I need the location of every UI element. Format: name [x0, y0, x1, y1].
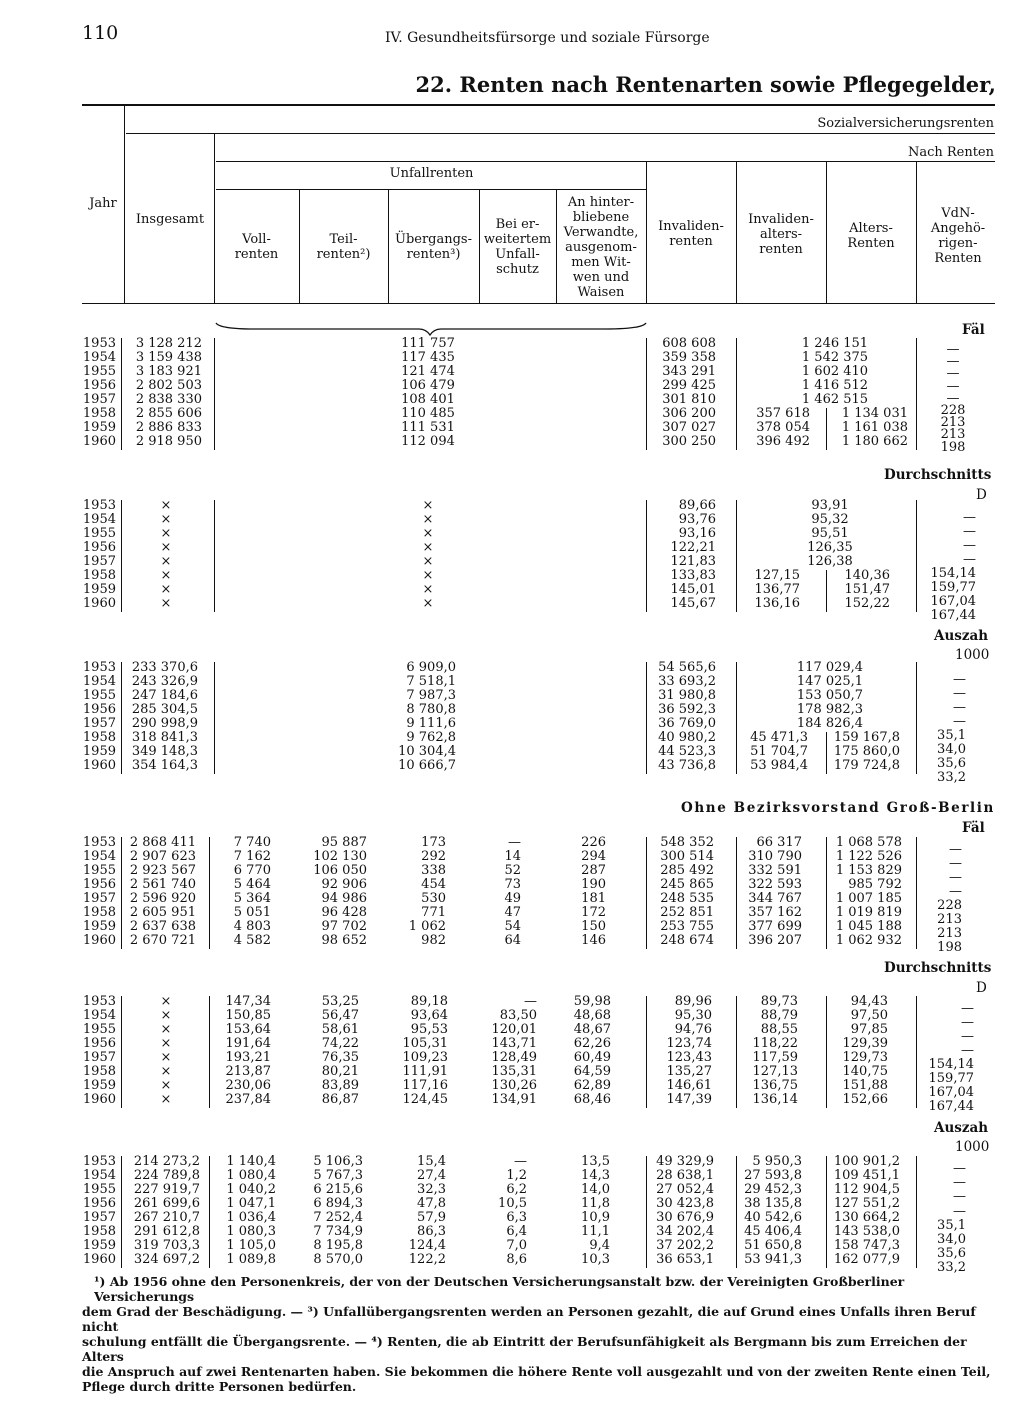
header-unfallrenten: Unfallrenten	[389, 166, 474, 181]
col-insgesamt: 3 128 212 3 159 438 3 183 921 2 802 503 2 838 330 2 855 606 2 886 833 2 918 950	[135, 336, 202, 449]
header-rule-unfall	[216, 189, 647, 190]
col-vollrenten: 147,34 150,85 153,64 191,64 193,21 213,87 230,06 237,84	[225, 994, 271, 1107]
block-divider	[209, 837, 210, 949]
col-unfallrenten: × × × × × × × ×	[422, 498, 434, 611]
footnote-line: schulung entfällt die Übergangsrente. — ⁴) Renten, die ab Eintritt der Berufsunfähigkeit als Bergmann bis zum Erreichen der Alters	[82, 1334, 967, 1364]
block-divider	[121, 996, 122, 1108]
col-invalidenrenten: 548 352 300 514 285 492 245 865 248 535 252 851 253 755 248 674	[660, 835, 714, 948]
col-altersrenten: 1 134 031 1 161 038 1 180 662	[841, 406, 908, 449]
header-nach-renten: Nach Renten	[907, 145, 994, 160]
header-divider	[214, 133, 215, 303]
block-divider	[826, 1156, 827, 1268]
col-vdn: — — — — 154,14 159,77 167,04 167,44	[928, 1001, 974, 1114]
block-divider	[121, 662, 122, 774]
col-inv-alters-combined: 117 029,4 147 025,1 153 050,7 178 982,3 184 826,4	[796, 660, 864, 731]
section-label-d: D	[976, 487, 987, 503]
col-invalidenaltersrenten: 89,73 88,79 88,55 118,22 117,59 127,13 136,75 136,14	[752, 994, 798, 1107]
table-title: 22. Renten nach Rentenarten sowie Pflegegelder,	[415, 72, 996, 97]
header-sozialversicherungsrenten: Sozialversicherungsrenten	[817, 116, 994, 131]
col-invalidenaltersrenten: 66 317 310 790 332 591 322 593 344 767 357 162 377 699 396 207	[748, 835, 802, 948]
col-invalidenrenten: 54 565,6 33 693,2 31 980,8 36 592,3 36 769,0 40 980,2 44 523,3 43 736,8	[658, 660, 716, 773]
year-column: 1953 1954 1955 1956 1957 1958 1959 1960	[82, 498, 116, 611]
header-insgesamt: Insgesamt	[135, 212, 205, 227]
section-label-durchschnitt: Durchschnitts	[884, 960, 992, 976]
block-divider	[646, 338, 647, 450]
col-altersrenten: 1 068 578 1 122 526 1 153 829 985 792 1 007 185 1 019 819 1 045 188 1 062 932	[835, 835, 902, 948]
header-hinterbliebene: An hinter- bliebene Verwandte, ausgenom- men Wit- wen und Waisen	[563, 195, 639, 300]
block-divider	[646, 1156, 647, 1268]
year-column: 1953 1954 1955 1956 1957 1958 1959 1960	[82, 1154, 116, 1267]
col-erweiterter-schutz: — 1,2 6,2 10,5 6,3 6,4 7,0 8,6	[498, 1154, 527, 1267]
header-divider	[124, 104, 125, 303]
header-rule-nachrenten	[216, 161, 995, 162]
footnote-line: ¹) Ab 1956 ohne den Personenkreis, der von der Deutschen Versicherungsanstalt bzw. der Vereinigten Großberliner Versicherungs	[94, 1274, 905, 1304]
block-divider	[736, 996, 737, 1108]
header-uebergangsrenten: Übergangs- renten³)	[394, 232, 473, 262]
year-column: 1953 1954 1955 1956 1957 1958 1959 1960	[82, 994, 116, 1107]
col-inv-alters-combined: 93,91 95,32 95,51 126,35 126,38	[807, 498, 853, 569]
chapter-heading: IV. Gesundheitsfürsorge und soziale Fürsorge	[385, 30, 710, 46]
block-divider	[916, 996, 917, 1108]
col-invalidenaltersrenten: 5 950,3 27 593,8 29 452,3 38 135,8 40 542,6 45 406,4 51 650,8 53 941,3	[744, 1154, 802, 1267]
section-label-d: D	[976, 980, 987, 996]
col-hinterbliebene: 226 294 287 190 181 172 150 146	[581, 835, 606, 948]
header-erweiterter-schutz: Bei er- weitertem Unfall- schutz	[483, 217, 552, 277]
block-divider	[736, 1156, 737, 1268]
col-erweiterter-schutz: — 83,50 120,01 143,71 128,49 135,31 130,26 134,91	[491, 994, 537, 1107]
block-divider	[736, 837, 737, 949]
block-divider	[916, 338, 917, 450]
section-label-faelle: Fäl	[962, 322, 985, 338]
col-vdn: — — — — 228 213 213 198	[937, 842, 962, 955]
header-bottom-rule	[82, 303, 995, 304]
section-label-auszahlung: Auszah	[934, 628, 989, 644]
block-divider	[214, 500, 215, 612]
block-divider	[121, 837, 122, 949]
block-divider	[121, 338, 122, 450]
col-vdn: — — — — 154,14 159,77 167,04 167,44	[930, 510, 976, 623]
col-altersrenten: 159 167,8 175 860,0 179 724,8	[833, 730, 900, 773]
block-divider	[736, 338, 737, 450]
col-hinterbliebene: 13,5 14,3 14,0 11,8 10,9 11,1 9,4 10,3	[581, 1154, 610, 1267]
header-altersrenten: Alters- Renten	[847, 221, 895, 251]
footnote-line: die Anspruch auf zwei Rentenarten haben. Sie bekommen die höhere Rente voll ausgezahlt und von der zweiten Rente einen Teil,	[82, 1364, 991, 1379]
section-label-auszahlung: Auszah	[934, 1120, 989, 1136]
header-teilrenten: Teil- renten²)	[316, 232, 371, 262]
col-vdn: — — — — — 228 213 213 198	[940, 342, 966, 455]
col-teilrenten: 53,25 56,47 58,61 74,22 76,35 80,21 83,89 86,87	[321, 994, 359, 1107]
block-divider	[121, 1156, 122, 1268]
col-invalidenrenten: 49 329,9 28 638,1 27 052,4 30 423,8 30 676,9 34 202,4 37 202,2 36 653,1	[656, 1154, 714, 1267]
col-insgesamt: 214 273,2 224 789,8 227 919,7 261 699,6 267 210,7 291 612,8 319 703,3 324 697,2	[133, 1154, 200, 1267]
col-invalidenaltersrenten: 357 618 378 054 396 492	[756, 406, 810, 449]
col-vdn: — — — — 35,1 34,0 35,6 33,2	[937, 1161, 966, 1276]
block-divider	[736, 662, 737, 774]
header-invalidenrenten: Invaliden- renten	[658, 219, 724, 249]
footnotes	[82, 1274, 992, 1394]
col-teilrenten: 5 106,3 5 767,3 6 215,6 6 894,3 7 252,4 7 734,9 8 195,8 8 570,0	[313, 1154, 363, 1267]
block-divider	[826, 408, 827, 450]
block-divider	[121, 500, 122, 612]
col-hinterbliebene: 59,98 48,68 48,67 62,26 60,49 64,59 62,89 68,46	[573, 994, 611, 1107]
block-divider	[916, 1156, 917, 1268]
col-teilrenten: 95 887 102 130 106 050 92 906 94 986 96 428 97 702 98 652	[313, 835, 367, 948]
col-insgesamt: × × × × × × × ×	[160, 994, 172, 1107]
block-divider	[646, 996, 647, 1108]
col-invalidenrenten: 89,96 95,30 94,76 123,74 123,43 135,27 146,61 147,39	[666, 994, 712, 1107]
footnote-line: Pflege durch dritte Personen bedürfen.	[82, 1379, 357, 1394]
col-vdn: — — — — 35,1 34,0 35,6 33,2	[937, 672, 966, 785]
col-unfallrenten: 6 909,0 7 518,1 7 987,3 8 780,8 9 111,6 9 762,8 10 304,4 10 666,7	[398, 660, 456, 773]
block-divider	[826, 996, 827, 1108]
col-altersrenten: 100 901,2 109 451,1 112 904,5 127 551,2 130 664,2 143 538,0 158 747,3 162 077,9	[833, 1154, 900, 1267]
col-invalidenrenten: 608 608 359 358 343 291 299 425 301 810 306 200 307 027 300 250	[662, 336, 716, 449]
col-uebergangsrenten: 89,18 93,64 95,53 105,31 109,23 111,91 117,16 124,45	[402, 994, 448, 1107]
section-label-faelle: Fäl	[962, 820, 985, 836]
block-divider	[826, 837, 827, 949]
year-column: 1953 1954 1955 1956 1957 1958 1959 1960	[82, 835, 116, 948]
section-label-durchschnitt: Durchschnitts	[884, 467, 992, 483]
header-invalidenaltersrenten: Invaliden- alters- renten	[748, 212, 814, 257]
block-divider	[916, 662, 917, 774]
col-erweiterter-schutz: — 14 52 73 49 47 54 64	[504, 835, 521, 948]
col-unfallrenten: 111 757 117 435 121 474 106 479 108 401 110 485 111 531 112 094	[401, 336, 455, 449]
col-invalidenaltersrenten: 45 471,3 51 704,7 53 984,4	[750, 730, 808, 773]
year-column: 1953 1954 1955 1956 1957 1958 1959 1960	[82, 660, 116, 773]
page-number: 110	[82, 22, 119, 44]
block-divider	[646, 837, 647, 949]
col-vollrenten: 1 140,4 1 080,4 1 040,2 1 047,1 1 036,4 1 080,3 1 105,0 1 089,8	[226, 1154, 276, 1267]
col-altersrenten: 94,43 97,50 97,85 129,39 129,73 140,75 151,88 152,66	[842, 994, 888, 1107]
block-divider	[916, 837, 917, 949]
block-divider	[736, 500, 737, 612]
col-insgesamt: 233 370,6 243 326,9 247 184,6 285 304,5 290 998,9 318 841,3 349 148,3 354 164,3	[131, 660, 198, 773]
block-divider	[916, 500, 917, 612]
merge-brace	[214, 321, 648, 337]
col-insgesamt: × × × × × × × ×	[160, 498, 172, 611]
col-uebergangsrenten: 15,4 27,4 32,3 47,8 57,9 86,3 124,4 122,2	[408, 1154, 446, 1267]
col-invalidenrenten: 89,66 93,76 93,16 122,21 121,83 133,83 145,01 145,67	[670, 498, 716, 611]
section-label-ohne-berlin: Ohne Bezirksvorstand Groß-Berlin	[681, 800, 995, 816]
year-column: 1953 1954 1955 1956 1957 1958 1959 1960	[82, 336, 116, 449]
col-altersrenten: 140,36 151,47 152,22	[844, 568, 890, 611]
section-label-tausend: 1000	[955, 647, 990, 663]
header-rule-soz	[126, 133, 995, 134]
col-uebergangsrenten: 173 292 338 454 530 771 1 062 982	[408, 835, 446, 948]
block-divider	[646, 662, 647, 774]
block-divider	[826, 732, 827, 774]
section-label-tausend: 1000	[955, 1139, 990, 1155]
col-invalidenaltersrenten: 127,15 136,77 136,16	[754, 568, 800, 611]
block-divider	[209, 996, 210, 1108]
col-inv-alters-combined: 1 246 151 1 542 375 1 602 410 1 416 512 1 462 515	[801, 336, 869, 407]
col-vollrenten: 7 740 7 162 6 770 5 464 5 364 5 051 4 803 4 582	[233, 835, 271, 948]
footnote-line: dem Grad der Beschädigung. — ³) Unfallübergangsrenten werden an Personen gezahlt, die auf Grund eines Unfalls ihren Beruf nicht	[82, 1304, 976, 1334]
block-divider	[209, 1156, 210, 1268]
header-vdn-renten: VdN- Angehö- rigen- Renten	[930, 206, 986, 266]
header-jahr: Jahr	[89, 196, 117, 211]
header-vollrenten: Voll- renten	[234, 232, 279, 262]
header-top-rule	[82, 104, 995, 106]
block-divider	[214, 662, 215, 774]
col-insgesamt: 2 868 411 2 907 623 2 923 567 2 561 740 2 596 920 2 605 951 2 637 638 2 670 721	[129, 835, 196, 948]
block-divider	[826, 570, 827, 612]
block-divider	[214, 338, 215, 450]
block-divider	[646, 500, 647, 612]
